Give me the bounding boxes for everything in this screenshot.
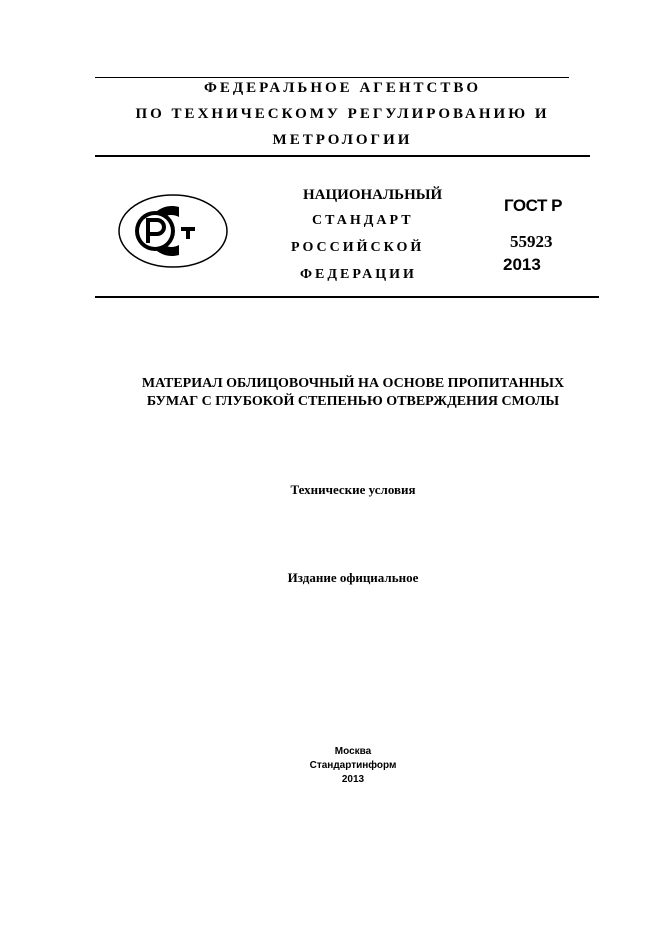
agency-line-2: ПО ТЕХНИЧЕСКОМУ РЕГУЛИРОВАНИЮ И [135,106,550,122]
standard-line-4: ФЕДЕРАЦИИ [300,267,417,282]
gost-label: ГОСТ Р [504,196,562,215]
document-title-line-2: БУМАГ С ГЛУБОКОЙ СТЕПЕНЬЮ ОТВЕРЖДЕНИЯ СМОЛЫ [146,394,560,409]
document-title-line-1: МАТЕРИАЛ ОБЛИЦОВОЧНЫЙ НА ОСНОВЕ ПРОПИТАННЫХ [141,376,565,391]
agency-line-3: МЕТРОЛОГИИ [272,132,413,148]
gost-number: 55923 [510,232,553,251]
imprint-year: 2013 [341,774,365,785]
rst-logo-icon [117,193,229,274]
agency-rule [95,155,590,157]
top-rule [95,77,569,78]
standard-line-3: РОССИЙСКОЙ [291,240,425,255]
gost-year: 2013 [503,255,541,274]
standard-line-2: СТАНДАРТ [312,213,414,228]
document-subtitle: Технические условия [290,482,416,497]
imprint-city: Москва [334,746,372,757]
standard-line-1: НАЦИОНАЛЬНЫЙ [303,187,443,203]
agency-line-1: ФЕДЕРАЛЬНОЕ АГЕНТСТВО [203,80,482,96]
imprint-publisher: Стандартинформ [309,760,397,771]
edition-label: Издание официальное [287,570,419,585]
header-bottom-rule [95,296,599,298]
